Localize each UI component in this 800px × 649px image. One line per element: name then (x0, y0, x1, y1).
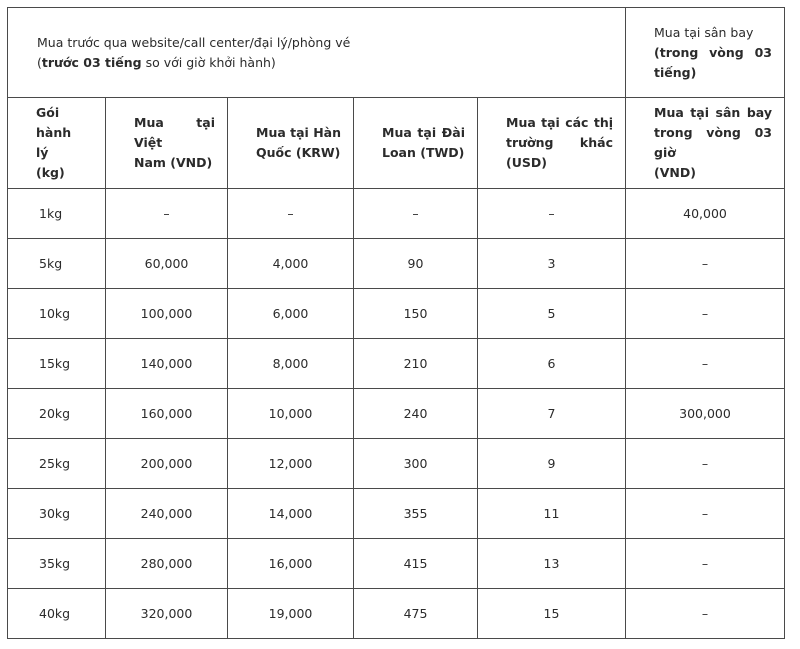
cell-usd: – (478, 189, 626, 239)
cell-usd: 9 (478, 439, 626, 489)
cell-airport-vnd: 300,000 (626, 389, 785, 439)
airport-purchase-header (626, 8, 785, 98)
cell-vnd: 200,000 (106, 439, 228, 489)
cell-package: 1kg (8, 189, 106, 239)
cell-twd: 475 (354, 589, 478, 639)
group-header-row (8, 8, 785, 98)
cell-airport-vnd: – (626, 289, 785, 339)
table-row (8, 339, 785, 389)
cell-twd: 300 (354, 439, 478, 489)
cell-usd: 3 (478, 239, 626, 289)
cell-krw: – (228, 189, 354, 239)
airport-purchase-note-line2: tiếng) (654, 64, 697, 80)
cell-twd: 415 (354, 539, 478, 589)
cell-package: 30kg (8, 489, 106, 539)
cell-krw: 6,000 (228, 289, 354, 339)
cell-airport-vnd: – (626, 589, 785, 639)
cell-usd: 6 (478, 339, 626, 389)
col-header-vietnam: Mua tại Việt Nam (VND) (106, 98, 228, 189)
cell-twd: – (354, 189, 478, 239)
table-row (8, 289, 785, 339)
cell-vnd: 160,000 (106, 389, 228, 439)
cell-twd: 90 (354, 239, 478, 289)
cell-vnd: 140,000 (106, 339, 228, 389)
airport-purchase-note-line1: (trong vòng 03 (654, 44, 772, 60)
cell-airport-vnd: – (626, 439, 785, 489)
column-header-row (8, 98, 785, 189)
cell-usd: 11 (478, 489, 626, 539)
cell-airport-vnd: – (626, 489, 785, 539)
cell-krw: 16,000 (228, 539, 354, 589)
cell-package: 15kg (8, 339, 106, 389)
cell-krw: 10,000 (228, 389, 354, 439)
table-row (8, 189, 785, 239)
airport-purchase-title: Mua tại sân bay (654, 24, 754, 40)
cell-krw: 8,000 (228, 339, 354, 389)
table-row (8, 589, 785, 639)
cell-usd: 7 (478, 389, 626, 439)
advance-purchase-title: Mua trước qua website/call center/đại lý/phòng vé (37, 34, 351, 50)
cell-twd: 240 (354, 389, 478, 439)
cell-twd: 150 (354, 289, 478, 339)
cell-airport-vnd: – (626, 339, 785, 389)
cell-package: 20kg (8, 389, 106, 439)
cell-package: 5kg (8, 239, 106, 289)
cell-airport-vnd: 40,000 (626, 189, 785, 239)
cell-package: 25kg (8, 439, 106, 489)
col-header-other-markets: Mua tại các thị trường khác (USD) (478, 98, 626, 189)
cell-airport-vnd: – (626, 539, 785, 589)
cell-krw: 4,000 (228, 239, 354, 289)
col-header-korea: Mua tại Hàn Quốc (KRW) (228, 98, 354, 189)
col-header-package: Gói hành lý (kg) (8, 98, 106, 189)
cell-usd: 13 (478, 539, 626, 589)
table-row (8, 389, 785, 439)
cell-package: 35kg (8, 539, 106, 589)
cell-vnd: 240,000 (106, 489, 228, 539)
cell-twd: 210 (354, 339, 478, 389)
cell-vnd: 320,000 (106, 589, 228, 639)
cell-vnd: – (106, 189, 228, 239)
cell-vnd: 100,000 (106, 289, 228, 339)
table-row (8, 539, 785, 589)
cell-krw: 19,000 (228, 589, 354, 639)
baggage-price-table (7, 7, 785, 639)
table-row (8, 489, 785, 539)
cell-vnd: 60,000 (106, 239, 228, 289)
advance-purchase-header (8, 8, 626, 98)
cell-usd: 5 (478, 289, 626, 339)
cell-krw: 14,000 (228, 489, 354, 539)
cell-package: 40kg (8, 589, 106, 639)
col-header-airport: Mua tại sân bay trong vòng 03 giờ (VND) (626, 98, 785, 189)
advance-purchase-note: (trước 03 tiếng so với giờ khởi hành) (37, 54, 276, 70)
table-row (8, 239, 785, 289)
cell-vnd: 280,000 (106, 539, 228, 589)
cell-krw: 12,000 (228, 439, 354, 489)
table-row (8, 439, 785, 489)
cell-package: 10kg (8, 289, 106, 339)
advance-note-bold: trước 03 tiếng (41, 54, 142, 70)
col-header-taiwan: Mua tại Đài Loan (TWD) (354, 98, 478, 189)
cell-twd: 355 (354, 489, 478, 539)
cell-usd: 15 (478, 589, 626, 639)
cell-airport-vnd: – (626, 239, 785, 289)
